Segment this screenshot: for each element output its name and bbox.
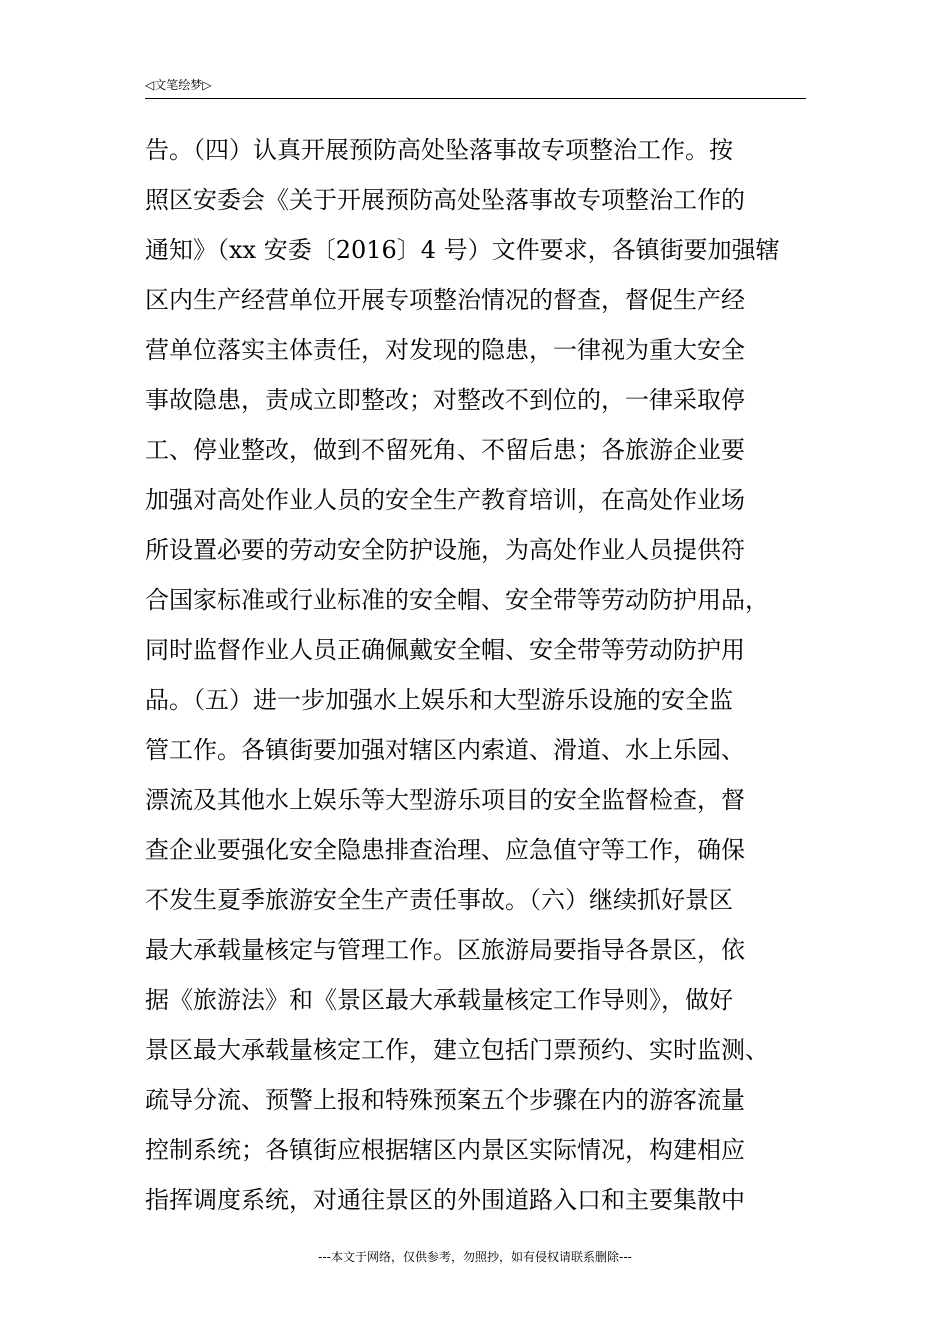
text-line: 景区最大承载量核定工作，建立包括门票预约、实时监测、 (145, 1036, 769, 1064)
text-line: 工、停业整改，做到不留死角、不留后患；各旅游企业要 (145, 436, 745, 464)
page-header (145, 76, 806, 99)
text-line: 指挥调度系统，对通往景区的外围道路入口和主要集散中 (145, 1186, 745, 1214)
text-line: 加强对高处作业人员的安全生产教育培训，在高处作业场 (145, 486, 745, 514)
text-line: 品。（五）进一步加强水上娱乐和大型游乐设施的安全监 (145, 686, 733, 714)
text-line: 事故隐患，责成立即整改；对整改不到位的，一律采取停 (145, 386, 745, 414)
text-line: 通知》（xx 安委〔2016〕4 号）文件要求，各镇街要加强辖 (145, 236, 780, 264)
text-line: 合国家标准或行业标准的安全帽、安全带等劳动防护用品， (145, 586, 769, 614)
text-line: 所设置必要的劳动安全防护设施，为高处作业人员提供符 (145, 536, 745, 564)
text-line: 管工作。各镇街要加强对辖区内索道、滑道、水上乐园、 (145, 736, 745, 764)
text-line: 照区安委会《关于开展预防高处坠落事故专项整治工作的 (145, 186, 745, 214)
text-line: 查企业要强化安全隐患排查治理、应急值守等工作，确保 (145, 836, 745, 864)
text-line: 同时监督作业人员正确佩戴安全帽、安全带等劳动防护用 (145, 636, 745, 664)
text-line: 控制系统；各镇街应根据辖区内景区实际情况，构建相应 (145, 1136, 745, 1164)
text-line: 据《旅游法》和《景区最大承载量核定工作导则》，做好 (145, 986, 733, 1014)
document-body (145, 125, 845, 1225)
header-title: ◁文笔绘梦▷ (145, 78, 212, 92)
text-line: 区内生产经营单位开展专项整治情况的督查，督促生产经 (145, 286, 745, 314)
page-footer: ---本文于网络，仅供参考，勿照抄，如有侵权请联系删除--- (318, 1250, 632, 1264)
text-line: 疏导分流、预警上报和特殊预案五个步骤在内的游客流量 (145, 1086, 745, 1114)
text-line: 最大承载量核定与管理工作。区旅游局要指导各景区，依 (145, 936, 745, 964)
text-line: 不发生夏季旅游安全生产责任事故。（六）继续抓好景区 (145, 886, 733, 914)
text-line: 告。（四）认真开展预防高处坠落事故专项整治工作。按 (145, 136, 733, 164)
text-line: 营单位落实主体责任，对发现的隐患，一律视为重大安全 (145, 336, 745, 364)
text-line: 漂流及其他水上娱乐等大型游乐项目的安全监督检查，督 (145, 786, 745, 814)
